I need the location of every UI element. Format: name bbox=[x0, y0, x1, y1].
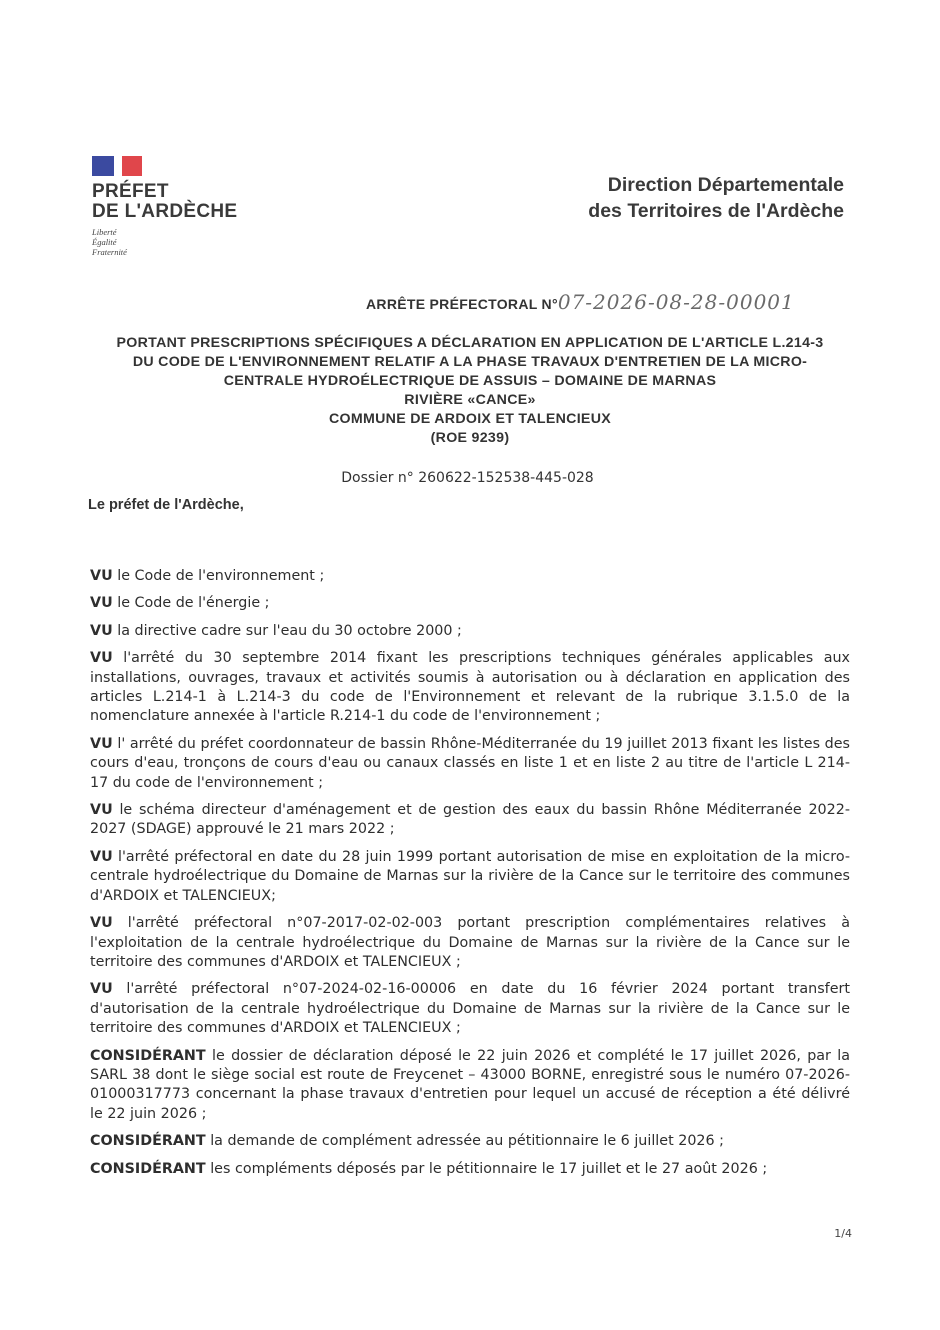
paragraph-keyword: VU bbox=[90, 802, 113, 819]
paragraph-keyword: CONSIDÉRANT bbox=[90, 1047, 206, 1064]
document-title bbox=[70, 334, 870, 448]
republic-flag-icon bbox=[92, 156, 146, 176]
arrete-number bbox=[366, 290, 795, 314]
prefet-name bbox=[92, 182, 237, 222]
paragraph-keyword: CONSIDÉRANT bbox=[90, 1160, 206, 1177]
republic-motto bbox=[92, 227, 237, 257]
paragraph bbox=[90, 1132, 850, 1151]
paragraph bbox=[90, 801, 850, 840]
title-line: CENTRALE HYDROÉLECTRIQUE DE ASSUIS – DOMAINE DE MARNAS bbox=[223, 373, 717, 389]
paragraph bbox=[90, 567, 850, 586]
direction-header bbox=[588, 172, 844, 224]
paragraph-text: l'arrêté du 30 septembre 2014 fixant les prescriptions techniques générales applicables aux installations, ouvrages, travaux et activités soumis à autorisation ou à déclaration en application des articles L.214-1 à L.214-3 du code de l'Environnement et relevant de la rubrique 3.1.5.0 de la nomenclature annexée à l'article R.214-1 du code de l'environnement ; bbox=[90, 650, 850, 725]
paragraph-keyword: VU bbox=[90, 735, 113, 752]
dossier-number: Dossier n° 260622-152538-445-028 bbox=[341, 470, 594, 486]
paragraph bbox=[90, 735, 850, 793]
paragraph-text: les compléments déposés par le pétitionnaire le 17 juillet et le 27 août 2026 ; bbox=[205, 1160, 768, 1177]
title-line: PORTANT PRESCRIPTIONS SPÉCIFIQUES A DÉCLARATION EN APPLICATION DE L'ARTICLE L.214-3 bbox=[116, 335, 824, 351]
title-line: COMMUNE DE ARDOIX ET TALENCIEUX bbox=[328, 411, 612, 427]
direction-line-2: des Territoires de l'Ardèche bbox=[588, 200, 844, 222]
paragraph-keyword: VU bbox=[90, 595, 113, 612]
prefet-line-1: PRÉFET bbox=[92, 181, 169, 202]
paragraph bbox=[90, 848, 850, 906]
paragraph bbox=[90, 1160, 850, 1179]
title-line: RIVIÈRE «CANCE» bbox=[404, 392, 536, 408]
paragraph-keyword: VU bbox=[90, 915, 113, 932]
paragraph bbox=[90, 594, 850, 613]
paragraph bbox=[90, 649, 850, 727]
paragraph-text: le dossier de déclaration déposé le 22 juin 2026 et complété le 17 juillet 2026, par la SARL 38 dont le siège social est route de Freycenet – 43000 BORNE, enregistré sous le numéro 07-2026-01000317773 concernant la phase travaux d'entretien pour lequel un accusé de réception a été délivré le 22 juin 2026 ; bbox=[90, 1047, 850, 1122]
arrete-handwritten-number: 07-2026-08-28-00001 bbox=[557, 290, 795, 314]
paragraph bbox=[90, 622, 850, 641]
motto-liberte: Liberté bbox=[92, 227, 117, 237]
paragraph-text: l'arrêté préfectoral en date du 28 juin 1999 portant autorisation de mise en exploitation de la micro-centrale hydroélectrique du Domaine de Marnas sur la rivière de la Cance sur le territoire des communes d'ARDOIX et TALENCIEUX; bbox=[90, 848, 850, 904]
title-line: DU CODE DE L'ENVIRONNEMENT RELATIF A LA PHASE TRAVAUX D'ENTRETIEN DE LA MICRO- bbox=[132, 354, 808, 370]
paragraph-keyword: VU bbox=[90, 568, 113, 584]
direction-line-1: Direction Départementale bbox=[607, 174, 844, 196]
motto-fraternite: Fraternité bbox=[92, 247, 127, 257]
paragraph-text: l'arrêté préfectoral n°07-2024-02-16-00006 en date du 16 février 2024 portant transfert d'autorisation de la centrale hydroélectrique du Domaine de Marnas sur la rivière de la Cance sur le territoire des communes d'ARDOIX et TALENCIEUX ; bbox=[90, 981, 850, 1037]
paragraph bbox=[90, 914, 850, 972]
paragraph bbox=[90, 980, 850, 1038]
prefet-heading: Le préfet de l'Ardèche, bbox=[88, 497, 244, 513]
paragraph-keyword: VU bbox=[90, 981, 113, 998]
paragraph-keyword: CONSIDÉRANT bbox=[90, 1133, 206, 1150]
paragraph bbox=[90, 1047, 850, 1125]
body-text bbox=[90, 567, 850, 1187]
prefet-line-2: DE L'ARDÈCHE bbox=[92, 201, 238, 222]
paragraph-text: le schéma directeur d'aménagement et de gestion des eaux du bassin Rhône Méditerranée 2022-2027 (SDAGE) approuvé le 21 mars 2022 ; bbox=[90, 802, 850, 838]
page-number: 1/4 bbox=[834, 1227, 852, 1240]
paragraph-text: la directive cadre sur l'eau du 30 octobre 2000 ; bbox=[112, 622, 462, 639]
paragraph-text: la demande de complément adressée au pétitionnaire le 6 juillet 2026 ; bbox=[205, 1133, 724, 1150]
arrete-label: ARRÊTE PRÉFECTORAL N° bbox=[366, 296, 558, 312]
paragraph-text: le Code de l'énergie ; bbox=[112, 595, 270, 612]
paragraph-keyword: VU bbox=[90, 622, 113, 639]
title-line: (ROE 9239) bbox=[430, 430, 510, 446]
paragraph-keyword: VU bbox=[90, 848, 113, 865]
paragraph-text: l' arrêté du préfet coordonnateur de bassin Rhône-Méditerranée du 19 juillet 2013 fixant les listes des cours d'eau, tronçons de cours d'eau ou canaux classés en liste 1 et en liste 2 au titre de l'article L 214-17 du code de l'environnement ; bbox=[90, 735, 850, 791]
motto-egalite: Égalité bbox=[92, 237, 117, 247]
paragraph-text: l'arrêté préfectoral n°07-2017-02-02-003 portant prescription complémentaires relatives à l'exploitation de la centrale hydroélectrique du Domaine de Marnas sur la rivière de la Cance sur le territoire des communes d'ARDOIX et TALENCIEUX ; bbox=[90, 915, 850, 970]
prefet-logo bbox=[92, 156, 237, 257]
paragraph-keyword: VU bbox=[90, 650, 113, 667]
paragraph-text: le Code de l'environnement ; bbox=[112, 568, 325, 584]
